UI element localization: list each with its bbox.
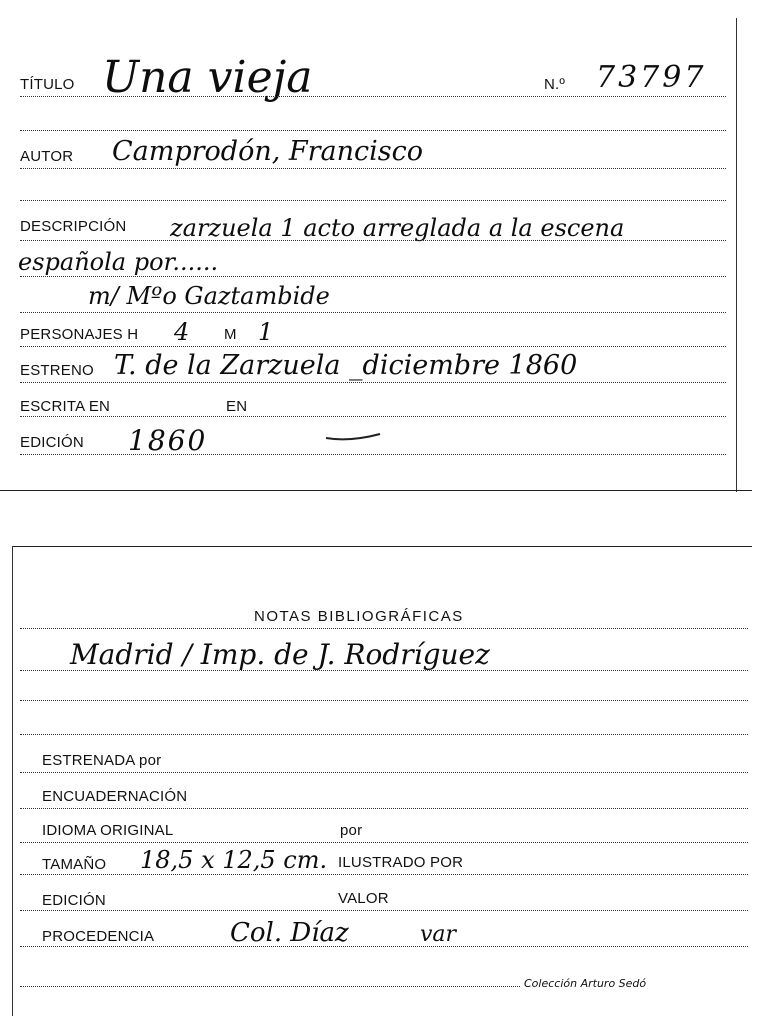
card-edge-top	[12, 546, 752, 547]
escrita-en-en-label: EN	[226, 398, 248, 415]
ruled-line	[20, 734, 748, 735]
ruled-line	[20, 874, 748, 875]
edicion-bottom-label: EDICIÓN	[42, 892, 106, 909]
ruled-line	[20, 842, 748, 843]
tamano-value: 18,5 x 12,5 cm.	[140, 846, 328, 874]
notas-value: Madrid / Imp. de J. Rodríguez	[70, 638, 490, 671]
ruled-line	[20, 454, 726, 455]
idioma-label: IDIOMA ORIGINAL	[42, 822, 174, 839]
ruled-line	[20, 130, 726, 131]
collection-credit: Colección Arturo Sedó	[524, 977, 647, 990]
procedencia-value2: var	[420, 922, 457, 947]
personajes-label: PERSONAJES H	[20, 326, 139, 343]
ruled-line	[20, 96, 726, 97]
estreno-value: T. de la Zarzuela _diciembre 1860	[114, 350, 578, 381]
procedencia-value: Col. Díaz	[230, 918, 349, 948]
ruled-line	[20, 808, 748, 809]
personajes-m-label: M	[224, 326, 237, 343]
personajes-m-value: 1	[258, 318, 274, 346]
ruled-line	[20, 276, 726, 277]
titulo-label: TÍTULO	[20, 76, 75, 93]
ruled-line	[20, 168, 726, 169]
descripcion-line2: española por......	[18, 248, 219, 276]
notas-heading: NOTAS BIBLIOGRÁFICAS	[254, 608, 464, 625]
valor-label: VALOR	[338, 890, 389, 907]
estreno-label: ESTRENO	[20, 362, 94, 379]
personajes-h-value: 4	[174, 318, 190, 346]
ruled-line	[20, 628, 748, 629]
ruled-line	[20, 910, 748, 911]
escrita-en-label: ESCRITA EN	[20, 398, 111, 415]
tamano-label: TAMAÑO	[42, 856, 107, 873]
ruled-line	[20, 700, 748, 701]
ruled-line	[20, 382, 726, 383]
card-edge-right	[736, 18, 737, 492]
descripcion-line1: zarzuela 1 acto arreglada a la escena	[170, 214, 625, 242]
ruled-line	[20, 772, 748, 773]
descripcion-label: DESCRIPCIÓN	[20, 218, 127, 235]
idioma-por-label: por	[340, 822, 363, 839]
encuadernacion-label: ENCUADERNACIÓN	[42, 788, 188, 805]
numero-label: N.º	[544, 76, 566, 93]
ruled-line	[20, 240, 726, 241]
catalog-card-bottom	[0, 546, 752, 1028]
ruled-line	[20, 416, 726, 417]
edicion-value: 1860	[128, 424, 208, 457]
procedencia-label: PROCEDENCIA	[42, 928, 155, 945]
ink-mark	[320, 422, 390, 444]
autor-label: AUTOR	[20, 148, 74, 165]
descripcion-line3: m/ Mºo Gaztambide	[88, 282, 330, 310]
ruled-line	[20, 200, 726, 201]
ruled-line	[20, 670, 748, 671]
autor-value: Camprodón, Francisco	[112, 136, 424, 167]
ruled-line	[20, 312, 726, 313]
numero-value: 73797	[596, 60, 707, 95]
titulo-value: Una vieja	[102, 52, 313, 103]
ruled-line	[20, 986, 520, 987]
card-edge-bottom	[0, 490, 752, 491]
estrenada-label: ESTRENADA por	[42, 752, 162, 769]
ruled-line	[20, 946, 748, 947]
ruled-line	[20, 346, 726, 347]
edicion-label: EDICIÓN	[20, 434, 84, 451]
ilustrado-label: ILUSTRADO POR	[338, 854, 464, 871]
card-edge-left	[12, 546, 13, 1016]
catalog-card-top	[0, 0, 740, 492]
